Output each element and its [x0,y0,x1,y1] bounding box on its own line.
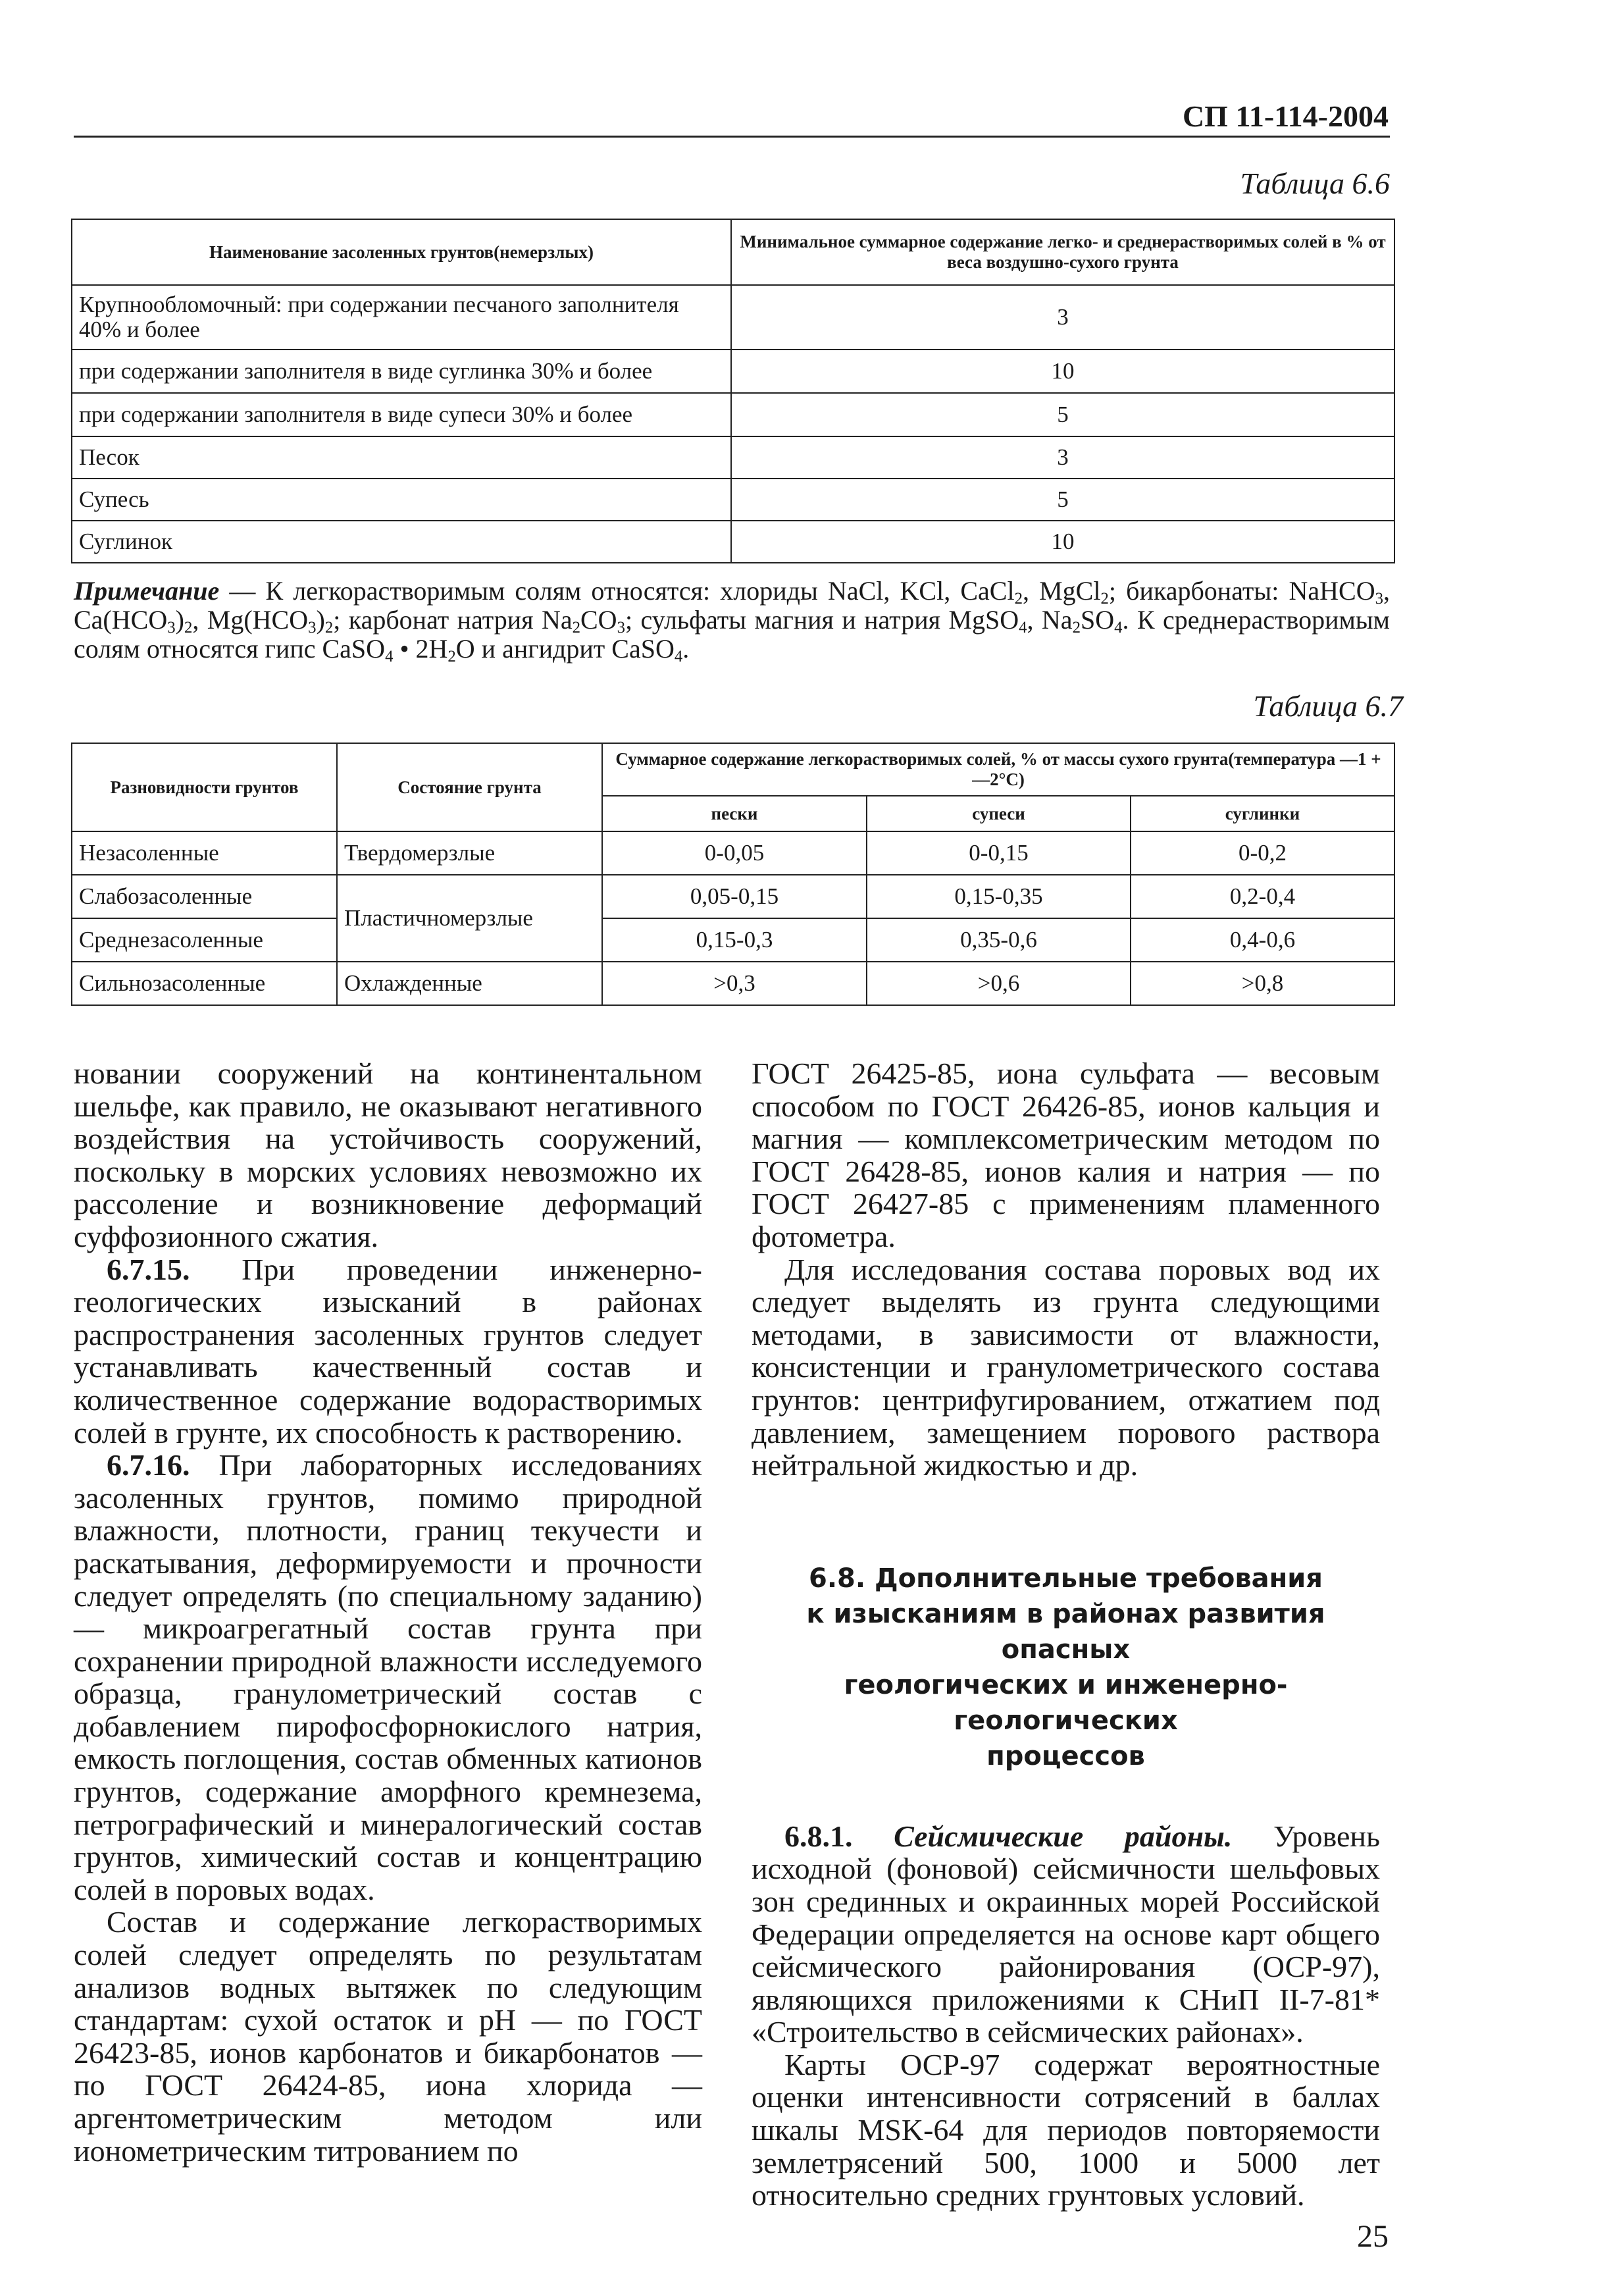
note-subscript: 2 [1100,590,1109,608]
table-cell: Твердомерзлые [337,831,602,875]
table-cell: >0,3 [602,962,867,1005]
clause-number: 6.7.16. [107,1448,190,1482]
table-cell: 10 [731,350,1394,393]
table-6-7-caption: Таблица 6.7 [1253,689,1403,723]
table-row [72,285,1394,350]
section-heading [752,1561,1380,1774]
note-subscript: 2 [1072,619,1081,637]
note-text: , Na [1027,605,1073,635]
table-cell: 0,15-0,3 [602,918,867,962]
note-subscript: 4 [1019,619,1027,637]
table-cell: Среднезасоленные [72,918,337,962]
table-cell: >0,8 [1131,962,1394,1005]
table-cell: 3 [731,285,1394,350]
table-cell: Охлажденные [337,962,602,1005]
note-subscript: 2 [1014,590,1023,608]
note-subscript: 4 [674,648,683,666]
table-cell: Слабозасоленные [72,875,337,918]
note-text: . [682,634,690,664]
table-cell: 3 [731,436,1394,479]
table-row [72,962,1394,1005]
table-row [72,831,1394,875]
note-text: , Mg(HCO [192,605,309,635]
note-subscript: 2 [184,619,193,637]
table-6-6 [71,219,1395,563]
table-6-7-sub-loam: суглинки [1131,796,1394,831]
table-cell: 0,35-0,6 [867,918,1131,962]
document-code: СП 11-114-2004 [1182,99,1389,133]
table-cell: Сильнозасоленные [72,962,337,1005]
heading-line: к изысканиям в районах развития опасных [806,1598,1325,1665]
table-cell: при содержании заполнителя в виде супеси 30% и более [72,393,731,436]
paragraph: Для исследования состава поровых вод их следует выделять из грунта следующими методами, в зависимости от влажности, консистенции и гранулометрического состава грунтов: центрифугированием, отжатием под давлением, замещением порового раствора нейтральной жидкостью и др. [752,1252,1380,1482]
note-subscript: 2 [324,619,334,637]
paragraph-6-7-15 [74,1253,702,1449]
note-subscript: 4 [385,648,394,666]
table-6-7-header-state: Состояние грунта [337,743,602,831]
table-row [72,521,1394,563]
table-6-7-header-total: Суммарное содержание легкорастворимых солей, % от массы сухого грунта(температура —1 + —2°С) [602,743,1394,796]
note-subscript: 3 [617,619,625,637]
table-6-6-caption: Таблица 6.6 [1240,167,1390,200]
note-text: , Ca(HCO [74,576,1391,635]
note-subscript: 4 [1114,619,1123,637]
note-text: • 2H [393,634,448,664]
paragraph-text: Уровень исходной (фоновой) сейсмичности шельфовых зон срединных и окраинных морей Российской Федерации определяется на основе карт общего сейсмического районирования (ОСР-97), являющихся приложениями к СНиП II-7-81* «Строительство в сейсмических районах». [752,1819,1380,2049]
paragraph: Состав и содержание легкорастворимых солей следует определять по результатам анализов водных вытяжек по следующим стандартам: сухой остаток и pH — по ГОСТ 26423-85, ионов карбонатов и бикарбонатов — по ГОСТ 26424-85, иона хлорида — аргентометрическим методом или ионометрическим титрованием по [74,1905,702,2168]
table-cell: Супесь [72,479,731,521]
clause-number: 6.8.1. [784,1819,853,1853]
table-note [74,577,1390,664]
note-text: SO [1080,605,1115,635]
page-number: 25 [1357,2219,1389,2254]
paragraph: ГОСТ 26425-85, иона сульфата — весовым способом по ГОСТ 26426-85, ионов кальция и магния — комплексометрическим методом по ГОСТ 26428-85, ионов калия и натрия — по ГОСТ 26427-85 с применениям пламенного фотометра. [752,1057,1380,1253]
table-cell: Крупнообломочный: при содержании песчаного заполнителя 40% и более [72,285,731,350]
table-cell: Незасоленные [72,831,337,875]
table-row [72,393,1394,436]
note-text: , MgCl [1022,576,1101,606]
table-6-6-header-content: Минимальное суммарное содержание легко- и среднерастворимых солей в % от веса воздушно-сухого грунта [731,219,1394,285]
table-cell: Суглинок [72,521,731,563]
note-label: Примечание [74,576,220,606]
table-6-6-header-name: Наименование засоленных грунтов(немерзлых) [72,219,731,285]
paragraph: Карты ОСР-97 содержат вероятностные оценки интенсивности сотрясений в баллах шкалы MSK-64 для периодов повторяемости землетрясений 500, 1000 и 5000 лет относительно средних грунтовых условий. [752,2047,1380,2212]
clause-title: Сейсмические районы. [852,1819,1233,1853]
table-6-7-header-kind: Разновидности грунтов [72,743,337,831]
paragraph-text: При проведении инженерно-геологических изысканий в районах распространения засоленных грунтов следует устанавливать качественный состав и количественное содержание водорастворимых солей в грунте, их способность к растворению. [74,1252,702,1449]
left-column [74,1057,702,2167]
heading-line: процессов [986,1740,1145,1771]
table-6-7-sub-sand: пески [602,796,867,831]
table-cell: 0-0,15 [867,831,1131,875]
table-row [72,875,1394,918]
note-subscript: 3 [167,619,176,637]
table-cell: 5 [731,393,1394,436]
note-text: ; бикарбонаты: NaHCO [1108,576,1375,606]
table-row [72,479,1394,521]
note-text: . К среднерастворимым солям относятся гипс CaSO [74,605,1390,664]
note-text: ) [175,605,184,635]
table-6-7-sub-sandy-loam: супеси [867,796,1131,831]
table-cell: 0-0,2 [1131,831,1394,875]
right-column [752,1057,1380,2212]
note-subscript: 3 [308,619,317,637]
table-cell: при содержании заполнителя в виде суглинка 30% и более [72,350,731,393]
table-cell: Песок [72,436,731,479]
table-row [72,918,1394,962]
table-cell: 0,4-0,6 [1131,918,1394,962]
note-text: ) [316,605,325,635]
note-text: ; карбонат натрия Na [333,605,573,635]
note-text: O и ангидрит CaSO [455,634,675,664]
note-subscript: 3 [1375,590,1384,608]
heading-line: 6.8. Дополнительные требования [809,1563,1323,1594]
table-cell: >0,6 [867,962,1131,1005]
paragraph-text: При лабораторных исследованиях засоленных грунтов, помимо природной влажности, плотности, границ текучести и раскатывания, деформируемости и прочности следует определять (по специальному заданию) — микроагрегатный состав грунта при сохранении природной влажности исследуемого образца, гранулометрический состав с добавлением пирофосфорнокислого натрия, емкость поглощения, состав обменных катионов грунтов, содержание аморфного кремнезема, петрографический и минералогический состав грунтов, химический состав и концентрацию солей в поровых водах. [74,1448,702,1906]
table-6-7 [71,743,1395,1006]
paragraph: новании сооружений на континентальном шельфе, как правило, не оказывают негативного воздействия на устойчивость сооружений, поскольку в морских условиях невозможно их рассоление и возникновение деформаций суффозионного сжатия. [74,1057,702,1253]
clause-number: 6.7.15. [107,1252,190,1286]
note-text: К легкорастворимым солям относятся: хлориды NaCl, KCl, CaCl [265,576,1015,606]
paragraph-6-8-1 [752,1820,1380,2048]
table-row [72,350,1394,393]
table-cell: 0,05-0,15 [602,875,867,918]
note-text: CO [580,605,617,635]
note-text: ; сульфаты магния и натрия MgSO [625,605,1019,635]
header-rule [74,136,1390,138]
heading-line: геологических и инженерно-геологических [844,1669,1288,1736]
table-cell: 0,2-0,4 [1131,875,1394,918]
table-cell: 5 [731,479,1394,521]
table-cell: Пластичномерзлые [337,875,602,962]
note-dash: — [219,576,266,606]
table-cell: 10 [731,521,1394,563]
note-subscript: 2 [447,648,456,666]
paragraph-6-7-16 [74,1449,702,1906]
table-cell: 0-0,05 [602,831,867,875]
table-cell: 0,15-0,35 [867,875,1131,918]
note-subscript: 2 [572,619,580,637]
table-row [72,436,1394,479]
